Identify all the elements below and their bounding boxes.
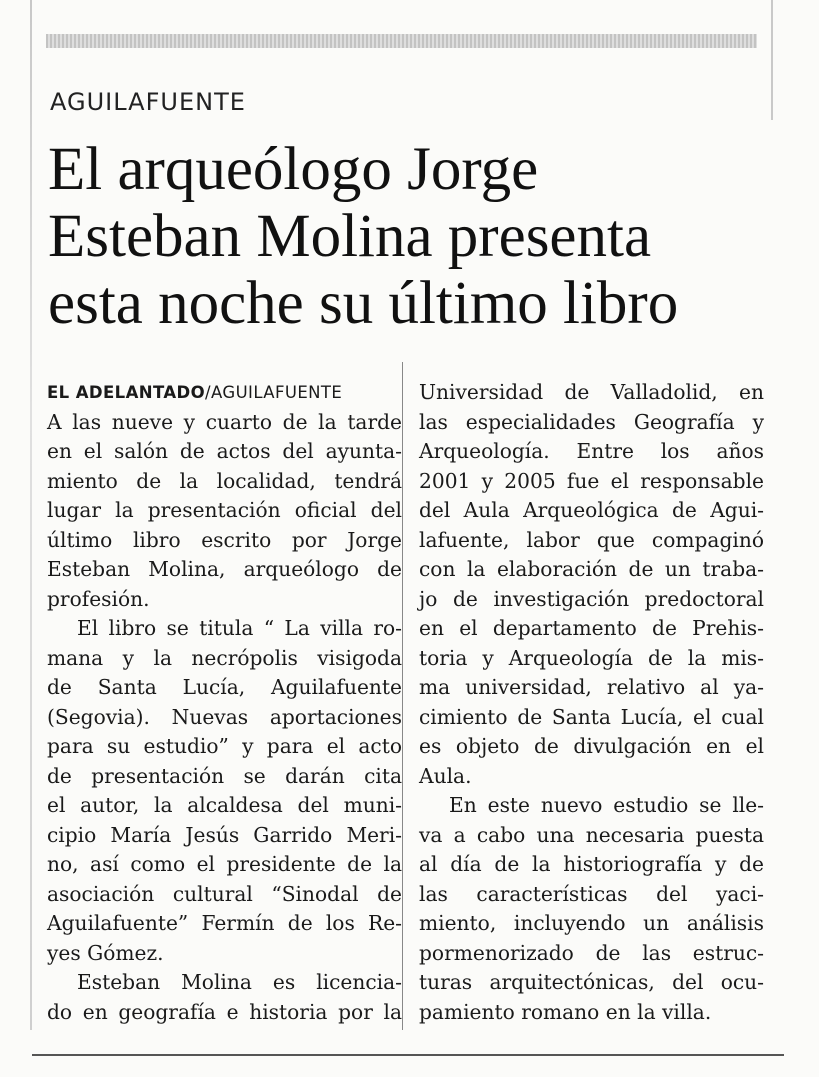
text-line: cimiento de Santa Lucía, el cual — [419, 704, 764, 729]
byline-location: /AGUILAFUENTE — [205, 383, 343, 402]
text-line: toria y Arqueología de la mis- — [419, 645, 764, 670]
text-line: miento, incluyendo un análisis — [419, 911, 764, 935]
text-line: 2001 y 2005 fue el responsable — [419, 468, 764, 493]
left-column-body — [47, 408, 402, 1028]
text-line: no, así como el presidente de la — [47, 852, 402, 876]
text-line: al día de la historiografía y de — [419, 852, 764, 876]
byline — [47, 378, 402, 408]
byline-source: EL ADELANTADO — [47, 383, 206, 402]
text-line: en el salón de actos del ayunta- — [47, 439, 402, 463]
text-line: turas arquitectónicas, del ocu- — [419, 970, 764, 994]
text-line: para su estudio” y para el acto — [47, 734, 402, 758]
text-line: miento de la localidad, tendrá — [47, 468, 402, 493]
text-line: las especialidades Geografía y — [419, 409, 764, 434]
text-line: con la elaboración de un traba- — [419, 557, 764, 581]
text-line: cipio María Jesús Garrido Meri- — [47, 822, 402, 847]
text-line: profesión. — [47, 586, 150, 611]
text-line: lafuente, labor que compaginó — [419, 527, 764, 552]
text-line: Aula. — [419, 763, 472, 788]
text-line: las características del yaci- — [419, 881, 764, 906]
text-line: pormenorizado de las estruc- — [419, 940, 764, 965]
text-line: jo de investigación predoctoral — [419, 586, 764, 611]
headline — [48, 136, 768, 337]
right-column-body — [419, 378, 764, 1027]
text-line: Universidad de Valladolid, en — [419, 380, 764, 404]
text-line: yes Gómez. — [47, 940, 164, 965]
text-line: asociación cultural “Sinodal de — [47, 881, 402, 906]
text-line: El libro se titula “ La villa ro- — [77, 616, 402, 640]
article-column-left — [47, 378, 402, 1027]
section-label: AGUILAFUENTE — [50, 88, 246, 116]
text-line: del Aula Arqueológica de Agui- — [419, 498, 764, 522]
text-line: va a cabo una necesaria puesta — [419, 822, 764, 847]
text-line: ma universidad, relativo al ya- — [419, 675, 764, 699]
text-line: do en geografía e historia por la — [47, 999, 402, 1024]
text-line: de Santa Lucía, Aguilafuente — [47, 675, 402, 699]
headline-line: Esteban Molina presenta — [48, 203, 652, 270]
text-line: Esteban Molina, arqueólogo de — [47, 557, 402, 581]
text-line: Esteban Molina es licencia- — [77, 970, 402, 994]
text-line: lugar la presentación oficial del — [47, 498, 402, 522]
top-rule-band — [46, 34, 757, 48]
scan-edge-right — [771, 0, 773, 120]
bottom-rule — [32, 1054, 784, 1056]
headline-line: El arqueólogo Jorge — [48, 136, 539, 203]
text-line: de presentación se darán cita — [47, 763, 402, 788]
text-line: Aguilafuente” Fermín de los Re- — [47, 911, 402, 935]
headline-line: esta noche su último libro — [48, 270, 679, 337]
text-line: En este nuevo estudio se lle- — [449, 793, 764, 817]
article-column-right — [419, 378, 764, 1027]
text-line: A las nueve y cuarto de la tarde — [47, 409, 402, 434]
scan-edge-left — [30, 0, 32, 1030]
text-line: en el departamento de Prehis- — [419, 616, 764, 640]
text-line: mana y la necrópolis visigoda — [47, 645, 402, 670]
text-line: pamiento romano en la villa. — [419, 999, 712, 1024]
text-line: es objeto de divulgación en el — [419, 734, 764, 758]
text-line: último libro escrito por Jorge — [47, 527, 402, 552]
text-line: (Segovia). Nuevas aportaciones — [47, 704, 402, 729]
column-divider — [402, 362, 403, 1030]
text-line: Arqueología. Entre los años — [419, 439, 764, 463]
text-line: el autor, la alcaldesa del muni- — [47, 793, 402, 817]
